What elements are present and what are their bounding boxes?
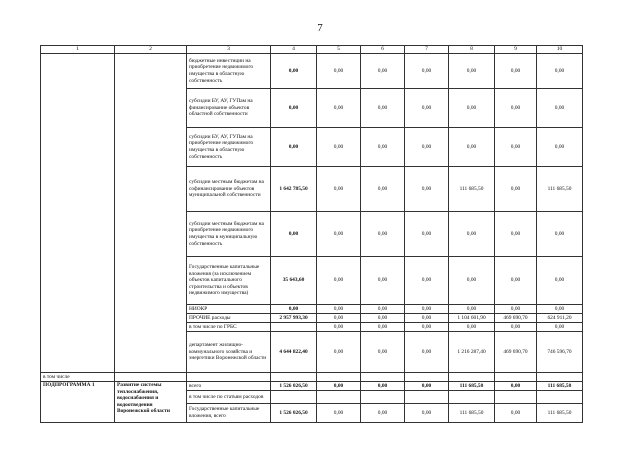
value-cell (361, 391, 405, 404)
value-cell: 0,00 (361, 89, 405, 128)
value-cell: 0,00 (449, 54, 495, 89)
value-cell: 0,00 (317, 332, 361, 373)
value-cell: 0,00 (449, 212, 495, 257)
value-cell: 0,00 (495, 404, 537, 423)
value-cell: 0,00 (361, 404, 405, 423)
row-label: субсидии местным бюджетам на приобретение недвижимого имущества в муниципальную собственность (187, 212, 271, 257)
value-cell: 0,00 (361, 332, 405, 373)
value-cell: 0,00 (271, 212, 317, 257)
value-cell: 0,00 (537, 89, 583, 128)
value-cell (271, 323, 317, 332)
row-label: департамент жилищно-коммунального хозяйства и энергетики Воронежской области (187, 332, 271, 373)
value-cell: 0,00 (405, 128, 449, 167)
value-cell: 0,00 (361, 323, 405, 332)
subprogram-code: ПОДПРОГРАММА 1 (41, 382, 115, 423)
value-cell: 1 642 785,50 (271, 167, 317, 212)
value-cell: 0,00 (537, 257, 583, 305)
column-number: 9 (495, 46, 537, 54)
value-cell: 0,00 (449, 305, 495, 314)
column-number: 5 (317, 46, 361, 54)
column-number: 4 (271, 46, 317, 54)
table-row (41, 54, 583, 89)
row-label: субсидии БУ, АУ, ГУПам на финансирование объектов областной собственности (187, 89, 271, 128)
column-number: 3 (187, 46, 271, 54)
value-cell: 0,00 (361, 54, 405, 89)
column-number: 1 (41, 46, 115, 54)
value-cell: 0,00 (317, 305, 361, 314)
value-cell: 1 104 601,90 (449, 314, 495, 323)
subprogram-row (41, 382, 583, 391)
value-cell: 111 685,50 (537, 382, 583, 391)
value-cell: 0,00 (317, 314, 361, 323)
value-cell: 0,00 (495, 305, 537, 314)
value-cell: 0,00 (317, 323, 361, 332)
row-label: в том числе по статьям расходов (187, 391, 271, 404)
row-label: субсидии местным бюджетам на софинансирование объектов муниципальной собственности (187, 167, 271, 212)
column-number: 8 (449, 46, 495, 54)
empty-cell (41, 54, 115, 373)
value-cell: 0,00 (495, 128, 537, 167)
value-cell: 0,00 (405, 305, 449, 314)
value-cell: 0,00 (317, 404, 361, 423)
value-cell: 469 690,70 (495, 314, 537, 323)
value-cell: 0,00 (449, 323, 495, 332)
value-cell: 111 685,50 (537, 167, 583, 212)
row-label: бюджетные инвестиции на приобретение недвижимого имущества в областную собственность (187, 54, 271, 89)
value-cell: 0,00 (537, 323, 583, 332)
value-cell: 0,00 (405, 404, 449, 423)
value-cell: 0,00 (361, 382, 405, 391)
value-cell: 0,00 (317, 257, 361, 305)
value-cell: 4 644 822,40 (271, 332, 317, 373)
row-label: Государственные капитальные вложения (за исключением объектов капитального строительства и объектов недвижимого имущества) (187, 257, 271, 305)
value-cell: 2 957 993,30 (271, 314, 317, 323)
value-cell: 0,00 (271, 54, 317, 89)
subprogram-name: Развитие системы теплоснабжения, водоснабжения и водоотведения Воронежской области (115, 382, 187, 423)
value-cell: 0,00 (317, 212, 361, 257)
value-cell: 0,00 (271, 305, 317, 314)
value-cell: 0,00 (317, 54, 361, 89)
value-cell: 0,00 (317, 128, 361, 167)
value-cell: 0,00 (405, 323, 449, 332)
value-cell (449, 391, 495, 404)
value-cell: 0,00 (495, 212, 537, 257)
page-number: 7 (317, 22, 323, 34)
value-cell: 0,00 (449, 128, 495, 167)
row-label: субсидии БУ, АУ, ГУПам на приобретение недвижимого имущества в областную собственность (187, 128, 271, 167)
value-cell: 0,00 (405, 314, 449, 323)
value-cell: 111 685,50 (449, 382, 495, 391)
value-cell (271, 391, 317, 404)
column-number: 6 (361, 46, 405, 54)
column-number: 2 (115, 46, 187, 54)
value-cell: 111 685,50 (449, 404, 495, 423)
value-cell: 0,00 (405, 212, 449, 257)
value-cell: 1 526 026,50 (271, 382, 317, 391)
value-cell: 0,00 (361, 314, 405, 323)
value-cell: 0,00 (495, 167, 537, 212)
value-cell: 0,00 (317, 382, 361, 391)
column-number: 7 (405, 46, 449, 54)
value-cell: 0,00 (361, 212, 405, 257)
value-cell: 0,00 (361, 128, 405, 167)
value-cell: 0,00 (495, 382, 537, 391)
row-label: ПРОЧИЕ расходы (187, 314, 271, 323)
value-cell: 35 643,60 (271, 257, 317, 305)
value-cell: 0,00 (405, 382, 449, 391)
in-total-label: в том числе (41, 373, 115, 382)
empty-cell (115, 54, 187, 373)
value-cell: 0,00 (405, 257, 449, 305)
value-cell: 0,00 (537, 305, 583, 314)
value-cell: 746 596,70 (537, 332, 583, 373)
in-total-row (41, 373, 583, 382)
value-cell: 0,00 (495, 323, 537, 332)
value-cell: 111 685,50 (537, 404, 583, 423)
value-cell: 0,00 (361, 305, 405, 314)
value-cell: 0,00 (271, 89, 317, 128)
value-cell: 0,00 (537, 54, 583, 89)
value-cell: 0,00 (537, 128, 583, 167)
value-cell: 0,00 (405, 54, 449, 89)
value-cell: 111 685,50 (449, 167, 495, 212)
value-cell: 1 526 026,50 (271, 404, 317, 423)
value-cell: 0,00 (361, 167, 405, 212)
value-cell: 624 911,20 (537, 314, 583, 323)
value-cell (405, 391, 449, 404)
value-cell: 1 216 287,40 (449, 332, 495, 373)
budget-table (40, 45, 583, 423)
value-cell: 469 690,70 (495, 332, 537, 373)
value-cell: 0,00 (405, 167, 449, 212)
value-cell: 0,00 (271, 128, 317, 167)
value-cell: 0,00 (405, 332, 449, 373)
value-cell: 0,00 (449, 89, 495, 128)
value-cell: 0,00 (405, 89, 449, 128)
value-cell: 0,00 (495, 89, 537, 128)
column-number: 10 (537, 46, 583, 54)
value-cell: 0,00 (537, 212, 583, 257)
value-cell: 0,00 (495, 54, 537, 89)
value-cell: 0,00 (317, 89, 361, 128)
value-cell (495, 391, 537, 404)
value-cell (317, 391, 361, 404)
row-label: всего (187, 382, 271, 391)
row-label: в том числе по ГРБС (187, 323, 271, 332)
value-cell: 0,00 (317, 167, 361, 212)
value-cell: 0,00 (361, 257, 405, 305)
row-label: Государственные капитальные вложения, всего (187, 404, 271, 423)
row-label: НИОКР (187, 305, 271, 314)
value-cell (537, 391, 583, 404)
column-number-row (41, 46, 583, 54)
value-cell: 0,00 (449, 257, 495, 305)
value-cell: 0,00 (495, 257, 537, 305)
